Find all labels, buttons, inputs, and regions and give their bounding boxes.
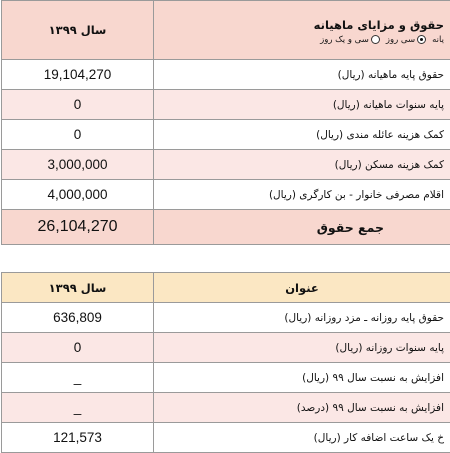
table-row: [2, 363, 450, 393]
row-label: حقوق پایه ماهیانه (ریال): [154, 60, 450, 90]
row-label: پایه سنوات ماهیانه (ریال): [154, 90, 450, 120]
daily-salary-table: [1, 272, 450, 453]
row-label: حقوق پایه روزانه ـ مزد روزانه (ریال): [154, 303, 450, 333]
total-row: [2, 210, 450, 245]
salary-header-cell: [154, 1, 450, 60]
row-label: افزایش به نسبت سال ۹۹ (درصد): [154, 393, 450, 423]
table-header-row: [2, 1, 450, 60]
table-header-row: [2, 273, 450, 303]
radio-icon[interactable]: [371, 35, 380, 44]
total-value: 26,104,270: [2, 210, 154, 245]
row-value: 121,573: [2, 423, 154, 453]
row-label: پایه سنوات روزانه (ریال): [154, 333, 450, 363]
table-row: [2, 60, 450, 90]
row-label: کمک هزینه عائله مندی (ریال): [154, 120, 450, 150]
row-value: _: [2, 393, 154, 423]
row-label: اقلام مصرفی خانوار - بن کارگری (ریال): [154, 180, 450, 210]
row-label: خ یک ساعت اضافه کار (ریال): [154, 423, 450, 453]
table-row: [2, 303, 450, 333]
radio-prefix-label: یانه: [432, 35, 444, 45]
radio-31-label: سی و یک روز: [320, 35, 369, 45]
title-header: عنوان: [154, 273, 450, 303]
row-value: _: [2, 363, 154, 393]
row-label: کمک هزینه مسکن (ریال): [154, 150, 450, 180]
table-row: [2, 90, 450, 120]
row-value: 4,000,000: [2, 180, 154, 210]
row-value: 0: [2, 333, 154, 363]
year-header: سال ۱۳۹۹: [2, 1, 154, 60]
radio-selected-icon[interactable]: [417, 35, 426, 44]
table-row: [2, 333, 450, 363]
table-row: [2, 393, 450, 423]
total-label: جمع حقوق: [154, 210, 450, 245]
row-value: 3,000,000: [2, 150, 154, 180]
radio-30-days[interactable]: [386, 35, 426, 45]
day-count-options: [154, 35, 444, 45]
row-value: 0: [2, 120, 154, 150]
radio-30-label: سی روز: [386, 35, 415, 45]
table-row: [2, 120, 450, 150]
row-value: 19,104,270: [2, 60, 154, 90]
table-row: [2, 180, 450, 210]
salary-title: حقوق و مزایای ماهیانه: [154, 16, 444, 32]
radio-31-days[interactable]: [320, 35, 380, 45]
row-label: افزایش به نسبت سال ۹۹ (ریال): [154, 363, 450, 393]
row-value: 0: [2, 90, 154, 120]
year-header: سال ۱۳۹۹: [2, 273, 154, 303]
row-value: 636,809: [2, 303, 154, 333]
monthly-salary-table: [1, 0, 450, 245]
table-row: [2, 150, 450, 180]
table-row: [2, 423, 450, 453]
